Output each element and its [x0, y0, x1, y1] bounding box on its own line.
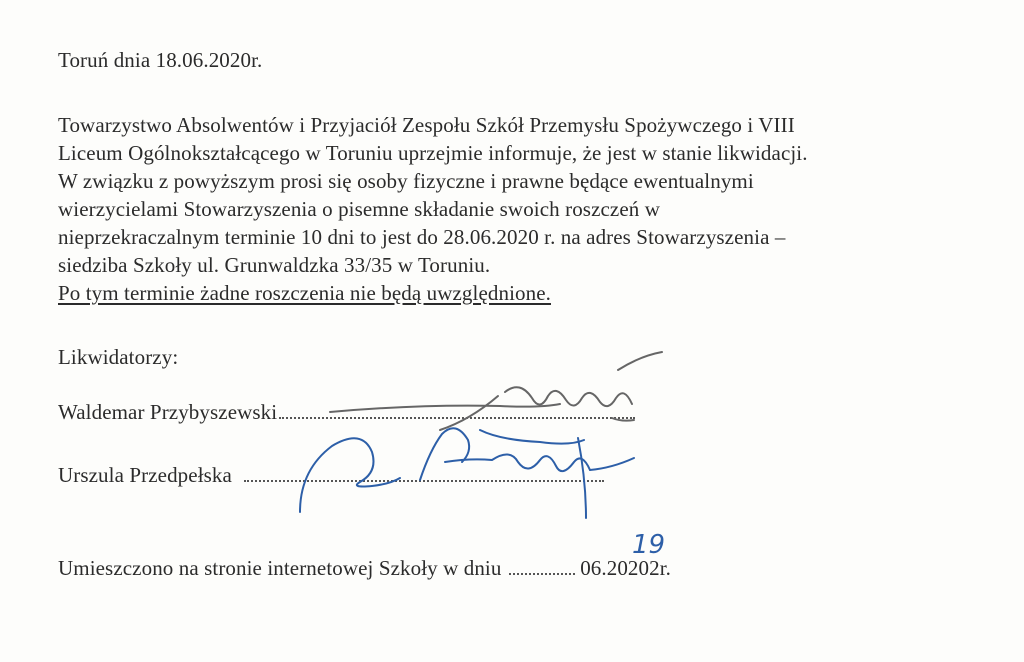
body-line: siedziba Szkoły ul. Grunwaldzka 33/35 w Toruniu.: [58, 253, 491, 277]
signature-przybyszewski: [330, 352, 662, 430]
signature-przedpelska: [300, 428, 634, 518]
body-line: wierzycielami Stowarzyszenia o pisemne składanie swoich roszczeń w: [58, 197, 660, 221]
date-line: Toruń dnia 18.06.2020r.: [58, 48, 263, 72]
body-line: nieprzekraczalnym terminie 10 dni to jest do 28.06.2020 r. na adres Stowarzyszenia –: [58, 225, 786, 249]
body-line: Liceum Ogólnokształcącego w Toruniu uprzejmie informuje, że jest w stanie likwidacji.: [58, 141, 808, 165]
handwritten-day: 19: [632, 530, 666, 560]
publication-suffix: 06.20202r.: [580, 556, 672, 580]
liquidators-label: Likwidatorzy:: [58, 345, 179, 369]
deadline-notice: Po tym terminie żadne roszczenia nie będą uwzględnione.: [58, 281, 551, 305]
body-line: Towarzystwo Absolwentów i Przyjaciół Zespołu Szkół Przemysłu Spożywczego i VIII: [58, 113, 795, 137]
body-line: W związku z powyższym prosi się osoby fizyczne i prawne będące ewentualnymi: [58, 169, 754, 193]
publication-prefix: Umieszczono na stronie internetowej Szkoły w dniu: [58, 556, 502, 580]
liquidator-name: Urszula Przedpełska: [58, 463, 232, 487]
liquidator-name: Waldemar Przybyszewski: [58, 400, 278, 424]
